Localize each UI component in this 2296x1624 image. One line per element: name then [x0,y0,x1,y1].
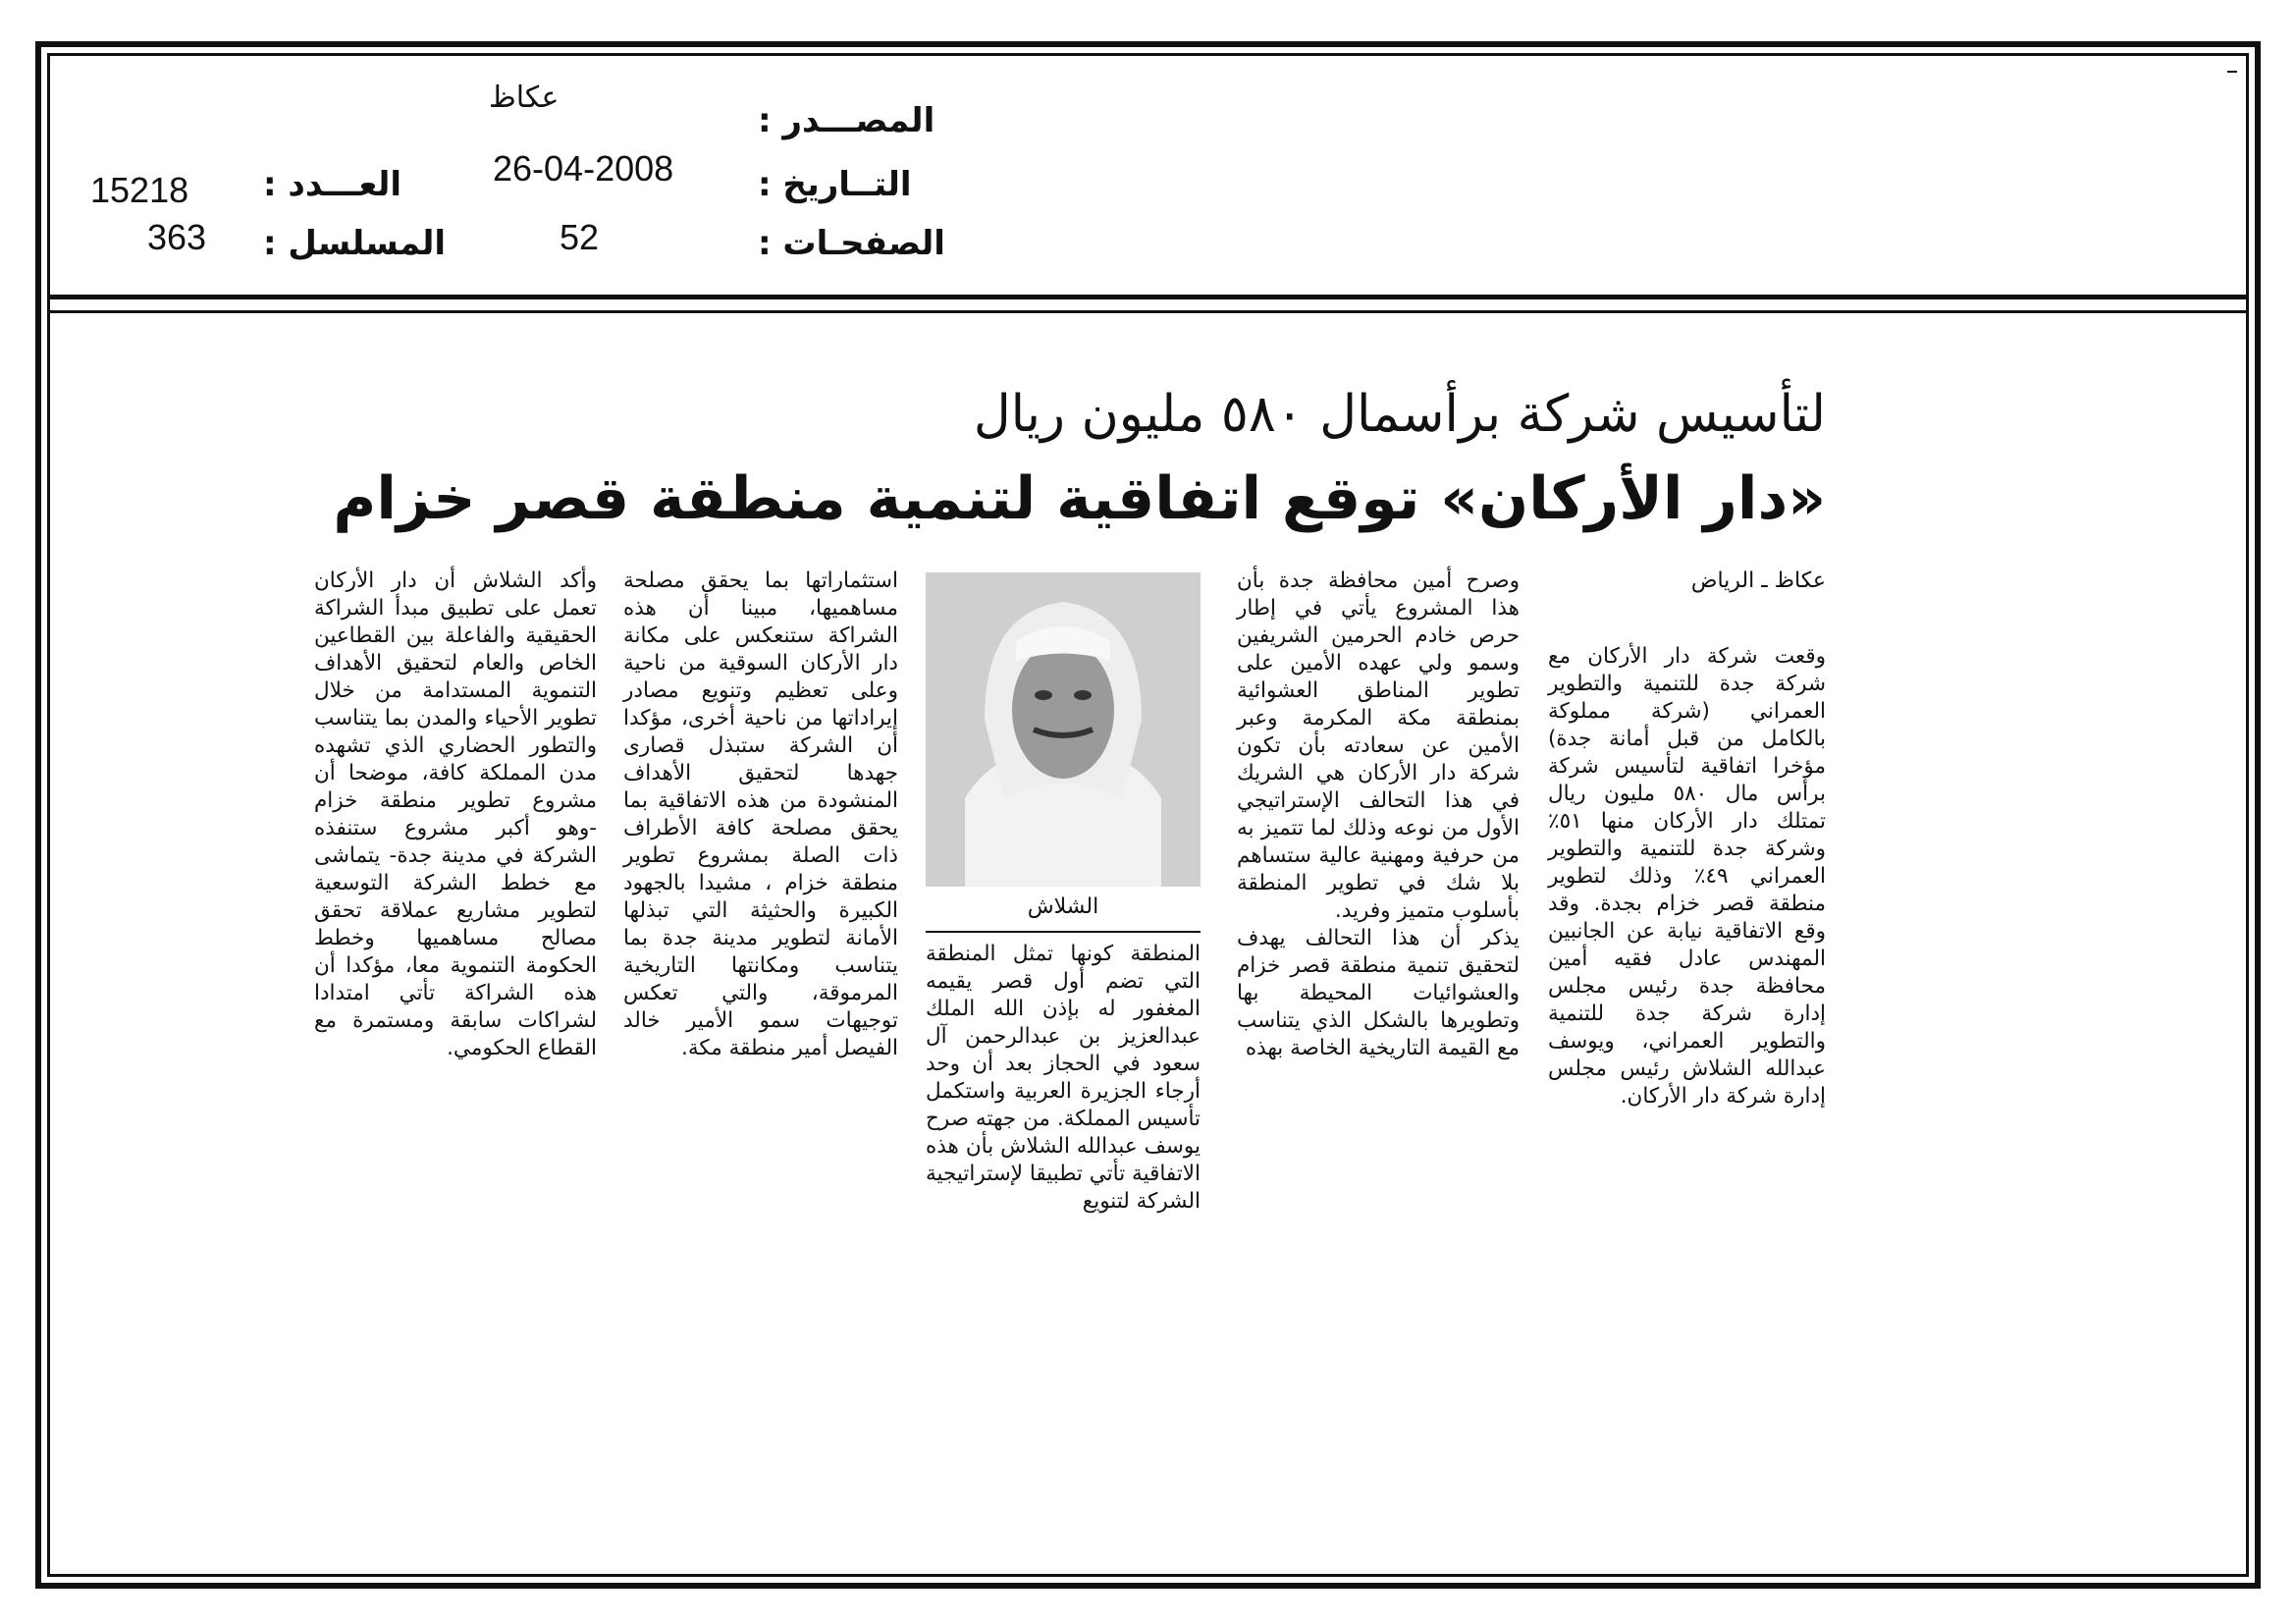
serial-label: المسلسل : [263,224,447,263]
portrait-photo [926,572,1201,887]
issue-value: 15218 [90,170,189,210]
header-divider-thin [47,310,2249,313]
column-1-text: وقعت شركة دار الأركان مع شركة جدة للتنمية والتطوير العمراني (شركة مملوكة بالكامل من قبل أمانة جدة) مؤخرا اتفاقية لتأسيس شركة برأس مال ٥٨٠ مليون ريال تمتلك دار الأركان منها ٥١٪ وشركة جدة للتنمية والتطوير العمراني ٤٩٪ وذلك لتطوير منطقة قصر خزام بجدة. وقد وقع الاتفاقية نيابة عن الجانبين المهندس عادل فقيه أمين محافظة جدة رئيس مجلس إدارة شركة جدة للتنمية والتطوير العمراني، ويوسف عبدالله الشلاش رئيس مجلس إدارة شركة دار الأركان. [1548,644,1826,1109]
corner-mark [2227,71,2237,73]
source-value: عكاظ [489,81,560,115]
column-divider [926,931,1201,933]
column-2-text-top: وصرح أمين محافظة جدة بأن هذا المشروع يأتي في إطار حرص خادم الحرمين الشريفين وسمو ولي عهده الأمين على تطوير المناطق العشوائية بمنطقة مكة المكرمة وعبر الأمين عن سعادته بأن تكون شركة دار الأركان هي الشريك في هذا التحالف الإستراتيجي الأول من نوعه وذلك لما تتميز به من حرفية ومهنية عالية ستساهم بلا شك في تطوير المنطقة بأسلوب متميز وفريد. [1237,568,1520,923]
article-column-3 [926,941,1201,1216]
issue-label: العـــدد : [263,165,401,204]
column-3-text: المنطقة كونها تمثل المنطقة التي تضم أول قصر يقيمه المغفور له بإذن الله الملك عبدالعزيز بن عبدالرحمن آل سعود في الحجاز بعد أن وحد أرجاء الجزيرة العربية واستكمل تأسيس المملكة. من جهته صرح يوسف عبدالله الشلاش بأن هذه الاتفاقية تأتي تطبيقا لإستراتيجية الشركة لتنويع [926,942,1201,1214]
column-5-text: وأكد الشلاش أن دار الأركان تعمل على تطبيق مبدأ الشراكة الحقيقية والفاعلة بين القطاعين الخاص والعام لتحقيق الأهداف التنموية المستدامة من خلال تطوير الأحياء والمدن بما يتناسب والتطور الحضاري الذي تشهده مدن المملكة كافة، موضحا أن مشروع تطوير منطقة خزام -وهو أكبر مشروع ستنفذه الشركة في مدينة جدة- يتماشى مع خطط الشركة التوسعية لتطوير مشاريع عملاقة تحقق مصالح مساهميها وخطط الحكومة التنموية معا، مؤكدا أن هذه الشراكة تأتي امتدادا لشراكات سابقة ومستمرة مع القطاع الحكومي. [314,568,597,1060]
pages-value: 52 [560,217,600,257]
portrait-illustration [926,572,1201,887]
header-divider [47,295,2249,299]
column-2-text-bottom: يذكر أن هذا التحالف يهدف لتحقيق تنمية منطقة قصر خزام والعشوائيات المحيطة بها وتطويرها بالشكل الذي يتناسب مع القيمة التاريخية الخاصة بهذه [1237,926,1520,1060]
news-article [294,363,1826,1424]
article-column-5 [314,568,597,1062]
date-value: 26-04-2008 [493,148,674,189]
article-column-4 [623,568,898,1062]
article-headline: «دار الأركان» توقع اتفاقية لتنمية منطقة قصر خزام [333,464,1826,533]
article-column-1 [1548,643,1826,1110]
date-label: التــاريخ : [758,165,912,204]
source-label: المصـــدر : [758,101,935,140]
column-4-text: استثماراتها بما يحقق مصلحة مساهميها، مبينا أن هذه الشراكة ستنعكس على مكانة دار الأركان السوقية من ناحية وعلى تعظيم وتنويع مصادر إيراداتها من ناحية أخرى، مؤكدا أن الشركة ستبذل قصارى جهدها لتحقيق الأهداف المنشودة من هذه الاتفاقية بما يحقق مصلحة كافة الأطراف ذات الصلة بمشروع تطوير منطقة خزام ، مشيدا بالجهود الكبيرة والحثيثة التي تبذلها الأمانة لتطوير مدينة جدة بما يتناسب ومكانتها التاريخية المرموقة، والتي تعكس توجيهات سمو الأمير خالد الفيصل أمير منطقة مكة. [623,568,898,1060]
article-column-2 [1237,568,1520,1062]
photo-caption: الشلاش [1027,894,1099,919]
serial-value: 363 [147,217,207,257]
article-kicker: لتأسيس شركة برأسمال ٥٨٠ مليون ريال [973,385,1826,444]
article-byline: عكاظ ـ الرياض [1690,568,1826,593]
pages-label: الصفحـات : [758,224,945,263]
